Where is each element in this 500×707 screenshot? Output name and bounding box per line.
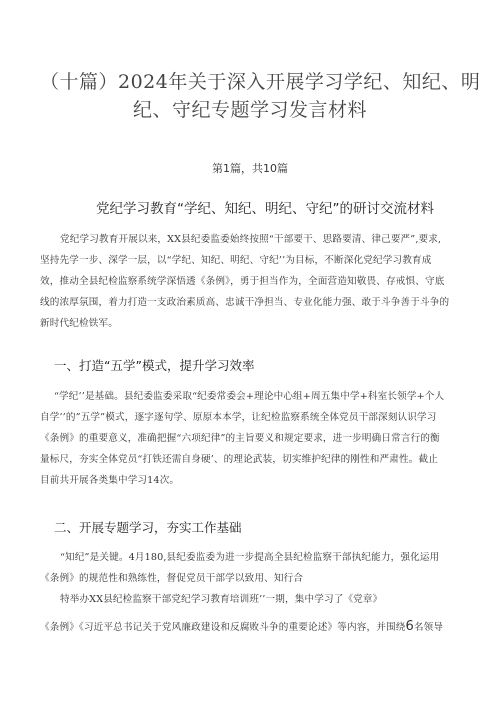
text-line	[40, 616, 462, 638]
document-title	[40, 68, 481, 124]
section-1-paragraph	[40, 386, 462, 491]
text-line: “学纪’’是基础。县纪委监委采取“纪委常委会+理论中心组+周五集中学+科室长领学+个人	[54, 391, 445, 402]
text-fragment: 《条例》《习近平总书记关于党风廉政建设和反腐败斗争的重要论述》等内容，并围绕	[40, 622, 406, 633]
text-line: 党纪学习教育开展以来，XX县纪委监委始终按照“干部要干、思路要清、律己要严”,要求,	[60, 234, 442, 245]
text-line: 新时代纪检铁军。	[40, 318, 118, 329]
section-2-paragraph	[40, 547, 462, 638]
text-line: 效，推动全县纪检监察系统学深悟透《条例》，勇于担当作为，全面营造知敬畏、存戒惧、守底	[40, 276, 445, 287]
article-title: 党纪学习教育“学纪、知纪、明纪、守纪”的研讨交流材料	[96, 201, 434, 217]
text-fragment: 名领导	[413, 622, 444, 633]
text-line: “知纪”是关键。4月180,县纪委监委为进一步提高全县纪检监察干部执纪能力，强化运用	[60, 552, 440, 563]
text-line: 自学’’的”五学”模式，逐字逐句学、原原本本学，让纪检监察系统全体党员干部深刻认识学习	[40, 412, 437, 423]
text-line: 《条例》的重要意义，准确把握“六项纪律”的主旨要义和规定要求，进一步明确日常言行的衡	[40, 433, 440, 444]
text-line: 坚持先学一步、深学一层，以“学纪、知纪、明纪、守纪’’为目标，不断深化党纪学习教育成	[40, 255, 432, 266]
text-line: 特举办XX县纪检监察干部党纪学习教育培训班’’一期，集中学习了《党章》	[60, 594, 383, 605]
text-line: 线的浓厚氛围，着力打造一支政治素质高、忠诚干净担当、专业化能力强、敢于斗争善于斗争的	[40, 297, 450, 308]
section-heading-1: 一、打造“五学”模式，提升学习效率	[54, 358, 255, 373]
section-heading-2: 二、开展专题学习，夯实工作基础	[54, 520, 242, 535]
document-title-line-2: 纪、守纪专题学习发言材料	[132, 99, 367, 121]
intro-paragraph	[40, 229, 462, 334]
page-indicator: 第1篇，共10篇	[212, 162, 288, 175]
document-title-line-1: （十篇）2024年关于深入开展学习学纪、知纪、明	[40, 71, 481, 93]
text-line: 《条例》的规范性和熟练性，督促党员干部学以致用、知行合	[40, 573, 304, 584]
text-line: 量标尺，夯实全体党员“打铁还需自身硬’、的理论武装，切实维护纪律的刚性和严肃性。截止	[40, 454, 439, 465]
text-line: 目前共开展各类集中学习14次。	[40, 475, 180, 486]
number-emphasis: 6	[405, 619, 414, 634]
